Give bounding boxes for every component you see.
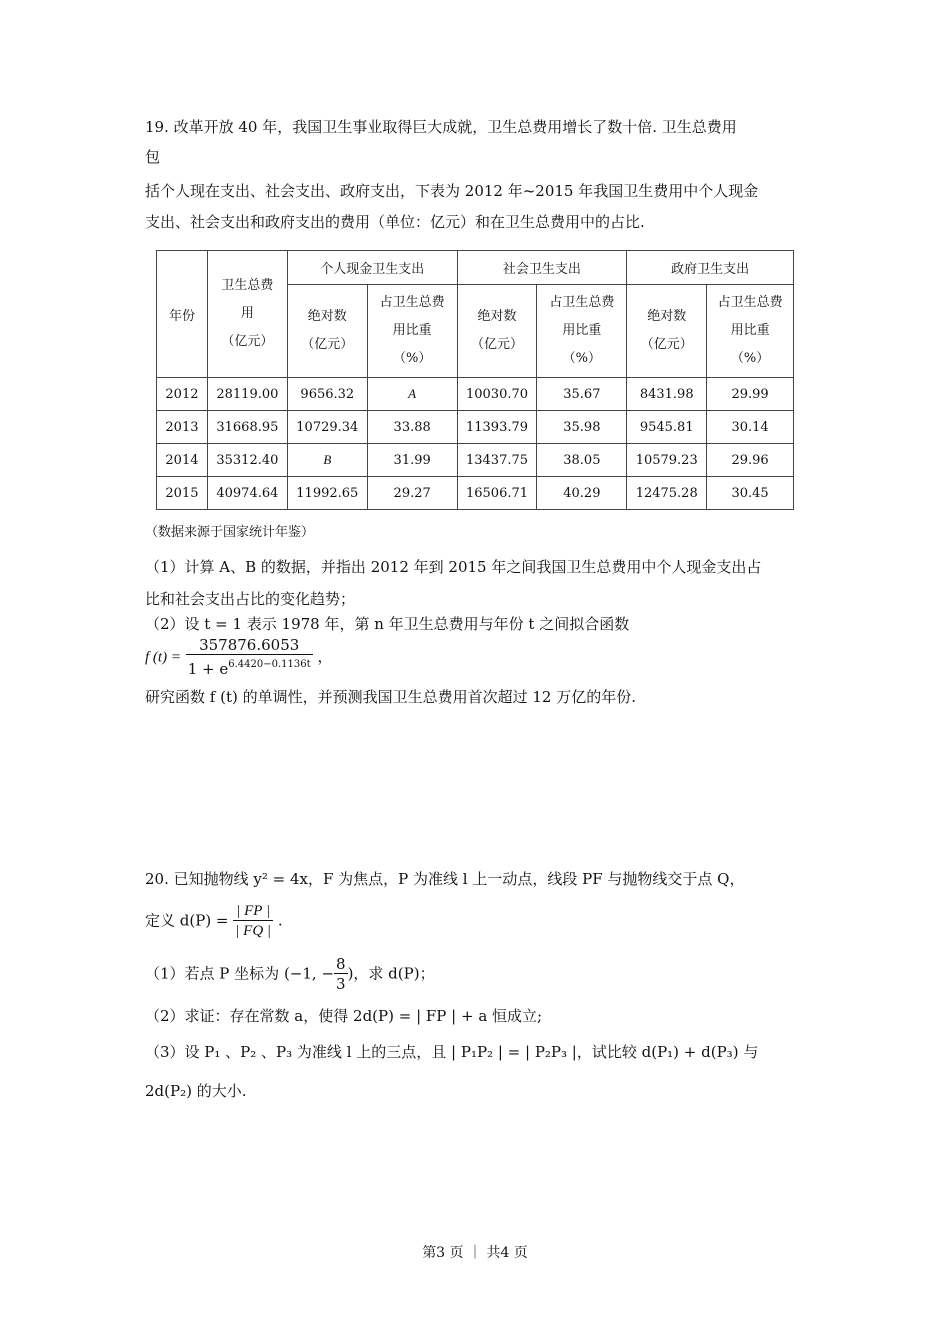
page-footer: 第3 页 ｜ 共4 页 (422, 1245, 528, 1261)
government-header: 政府卫生支出 (627, 251, 794, 285)
table-row: 2015 40974.64 11992.65 29.27 16506.71 40.29 12475.28 30.45 (157, 477, 794, 510)
social-pct-header: 占卫生总费 用比重 （%） (537, 285, 627, 378)
q20-part1: （1）若点 P 坐标为 (−1, − $\frac{8}{3}$ )，求 d(P)； (145, 955, 435, 993)
definition-fraction: $\frac{| FP |}{| FQ |}$ (235, 903, 272, 939)
government-pct-header: 占卫生总费 用比重 （%） (707, 285, 794, 378)
personal-pct-header: 占卫生总费 用比重 （%） (367, 285, 457, 378)
personal-cash-header: 个人现金卫生支出 (287, 251, 457, 285)
q20-definition: 定义 d(P) = $\frac{| FP |}{| FQ |}$ . (145, 903, 283, 939)
total-header: 卫生总费 用 （亿元） (207, 251, 287, 378)
health-expense-table (156, 250, 794, 510)
year-header: 年份 (157, 251, 208, 378)
source-note: （数据来源于国家统计年鉴） (145, 525, 315, 540)
q19-part2-line1: （2）设 t = 1 表示 1978 年，第 n 年卫生总费用与年份 t 之间拟合函数 (145, 615, 630, 633)
q20-part3-line2: 2d(P₂) 的大小. (145, 1082, 247, 1100)
personal-abs-header: 绝对数 （亿元） (287, 285, 367, 378)
q20-part2: （2）求证：存在常数 a，使得 2d(P) = | FP | + a 恒成立; (145, 1007, 543, 1025)
social-header: 社会卫生支出 (457, 251, 627, 285)
q19-line4: 支出、社会支出和政府支出的费用（单位：亿元）和在卫生总费用中的占比. (145, 213, 645, 231)
table-row: 2013 31668.95 10729.34 33.88 11393.79 35.98 9545.81 30.14 (157, 411, 794, 444)
table-row: 2012 28119.00 9656.32 A 10030.70 35.67 8431.98 29.99 (157, 378, 794, 411)
q19-line2: 包 (145, 148, 161, 166)
fitting-function-fraction: $\frac{357876.6053}{1 + e^{6.4420-0.1136t}}$ (187, 636, 311, 678)
point-y-fraction: $\frac{8}{3}$ (336, 955, 346, 993)
q19-part1-line2: 比和社会支出占比的变化趋势； (145, 590, 356, 608)
q20-part3-line1: （3）设 P₁ 、P₂ 、P₃ 为准线 l 上的三点，且 | P₁P₂ | = | P₂P₃ |，试比较 d(P₁) + d(P₃) 与 (145, 1043, 759, 1061)
fitting-function: f (t) = $\frac{357876.6053}{1 + e^{6.4420-0.1136t}}$ ， (145, 636, 333, 678)
table-row: 2014 35312.40 B 31.99 13437.75 38.05 10579.23 29.96 (157, 444, 794, 477)
q19-line3: 括个人现在支出、社会支出、政府支出，下表为 2012 年~2015 年我国卫生费用中个人现金 (145, 182, 759, 200)
q20-line1: 20. 已知抛物线 y² = 4x，F 为焦点，P 为准线 l 上一动点，线段 PF 与抛物线交于点 Q， (145, 870, 745, 888)
government-abs-header: 绝对数 （亿元） (627, 285, 707, 378)
q19-part2-line2: 研究函数 f (t) 的单调性，并预测我国卫生总费用首次超过 12 万亿的年份. (145, 688, 636, 706)
q19-line1: 19. 改革开放 40 年，我国卫生事业取得巨大成就，卫生总费用增长了数十倍. 卫生总费用 (145, 118, 737, 136)
q19-part1-line1: （1）计算 A、B 的数据，并指出 2012 年到 2015 年之间我国卫生总费用中个人现金支出占 (145, 558, 762, 576)
social-abs-header: 绝对数 （亿元） (457, 285, 537, 378)
